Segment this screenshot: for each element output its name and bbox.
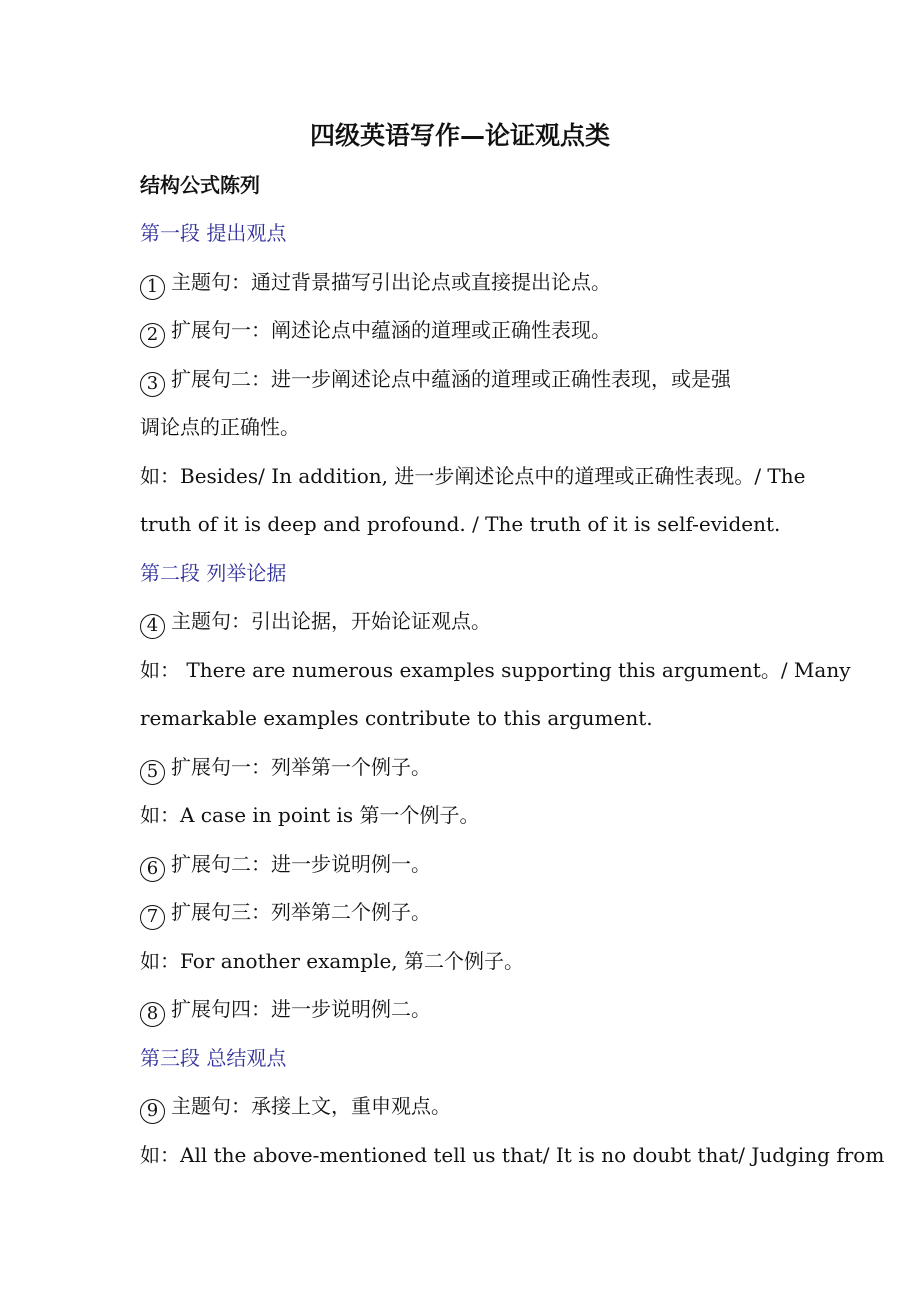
- body-text-line: truth of it is deep and profound. / The truth of it is self-evident.: [140, 512, 781, 536]
- circled-number: 7: [140, 905, 165, 930]
- numbered-item: [140, 899, 785, 930]
- numbered-item: [140, 269, 785, 300]
- numbered-item: [140, 608, 785, 639]
- section-heading: 第三段 总结观点: [140, 1045, 287, 1070]
- circled-number: 5: [140, 760, 165, 785]
- circled-number: 6: [140, 857, 165, 882]
- circled-number: 9: [140, 1099, 165, 1124]
- numbered-item: [140, 317, 785, 348]
- body-text-line: 如：All the above-mentioned tell us that/ It is no doubt that/ Judging from: [140, 1142, 885, 1167]
- item-text: 扩展句二：进一步阐述论点中蕴涵的道理或正确性表现，或是强: [171, 366, 731, 391]
- body-text-line: 如：A case in point is 第一个例子。: [140, 803, 480, 827]
- structure-subtitle: 结构公式陈列: [140, 173, 260, 197]
- section-heading: 第一段 提出观点: [140, 221, 287, 245]
- body-text-line: remarkable examples contribute to this argument.: [140, 706, 653, 730]
- item-text: 扩展句四：进一步说明例二。: [171, 997, 431, 1021]
- numbered-item: [140, 851, 785, 882]
- body-text-line: 如： There are numerous examples supporting this argument。/ Many: [140, 657, 851, 682]
- body-text-line: 如：Besides/ In addition, 进一步阐述论点中的道理或正确性表现。/ The: [140, 463, 806, 488]
- body-text-line: 如：For another example, 第二个例子。: [140, 948, 525, 973]
- numbered-item: [140, 996, 785, 1027]
- circled-number: 8: [140, 1002, 165, 1027]
- item-text: 主题句：引出论据，开始论证观点。: [171, 609, 491, 633]
- numbered-item: [140, 1093, 785, 1124]
- item-text: 扩展句二：进一步说明例一。: [171, 851, 431, 876]
- document-title: 四级英语写作—论证观点类: [309, 121, 610, 150]
- circled-number: 2: [140, 323, 165, 348]
- circled-number: 1: [140, 275, 165, 300]
- item-text: 主题句：通过背景描写引出论点或直接提出论点。: [171, 269, 611, 294]
- numbered-item: [140, 366, 785, 397]
- numbered-item: [140, 754, 785, 785]
- body-text-line: 调论点的正确性。: [140, 415, 300, 439]
- item-text: 扩展句一：列举第一个例子。: [171, 754, 431, 779]
- item-text: 扩展句三：列举第二个例子。: [171, 900, 431, 924]
- item-text: 扩展句一：阐述论点中蕴涵的道理或正确性表现。: [171, 318, 611, 342]
- circled-number: 3: [140, 372, 165, 397]
- section-heading: 第二段 列举论据: [140, 560, 287, 585]
- item-text: 主题句：承接上文，重申观点。: [171, 1094, 451, 1118]
- circled-number: 4: [140, 614, 165, 639]
